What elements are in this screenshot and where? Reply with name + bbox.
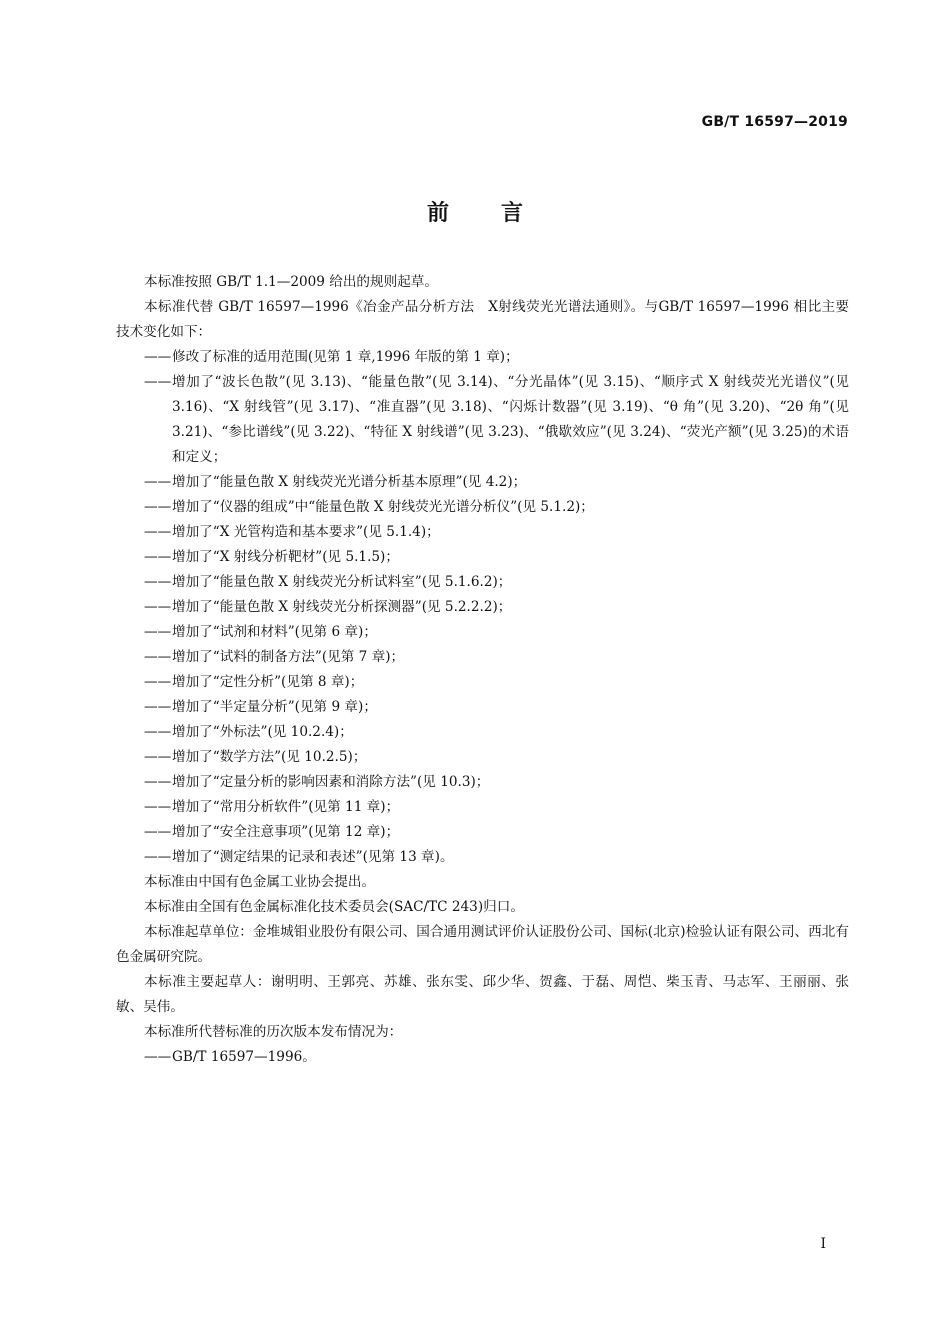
change-item-text: 增加了“安全注意事项”(见第 12 章)； [172,824,400,840]
change-item-text: 增加了“X 射线分析靶材”(见 5.1.5)； [172,549,399,565]
change-item [116,795,849,820]
closing-paragraph: 本标准所代替标准的历次版本发布情况为： [144,1024,403,1040]
document-body [116,270,849,1070]
change-item [116,495,849,520]
change-item-text: 增加了“能量色散 X 射线荧光光谱分析基本原理”(见 4.2)； [172,474,527,490]
change-item-text: 修改了标准的适用范围(见第 1 章,1996 年版的第 1 章)； [172,349,519,365]
change-item [116,745,849,770]
intro-paragraph: 本标准代替 GB/T 16597—1996《冶金产品分析方法 X射线荧光光谱法通则》。与GB/T 16597—1996 相比主要技术变化如下： [116,299,849,340]
change-item-text: 增加了“常用分析软件”(见第 11 章)； [172,799,400,815]
list-dash: —— [144,749,172,765]
change-item-text: 增加了“能量色散 X 射线荧光分析试料室”(见 5.1.6.2)； [172,574,512,590]
change-item-text: 增加了“仪器的组成”中“能量色散 X 射线荧光光谱分析仪”(见 5.1.2)； [172,499,594,515]
change-item [116,770,849,795]
history-list [116,1045,849,1070]
change-item [116,345,849,370]
list-dash: —— [144,599,172,615]
intro-paragraph: 本标准按照 GB/T 1.1—2009 给出的规则起草。 [144,274,438,290]
closing-paragraph: 本标准由中国有色金属工业协会提出。 [144,874,376,890]
change-item [116,845,849,870]
change-item [116,820,849,845]
change-item [116,695,849,720]
list-dash: —— [144,474,172,490]
history-item-text: GB/T 16597—1996。 [172,1049,316,1065]
list-dash: —— [144,349,172,365]
change-item [116,570,849,595]
change-item-text: 增加了“波长色散”(见 3.13)、“能量色散”(见 3.14)、“分光晶体”(见 3.15)、“顺序式 X 射线荧光光谱仪”(见 3.16)、“X 射线管”(见 3.17)、“准直器”(见 3.18)、“闪烁计数器”(见 3.19)、“θ 角”(见 3.20)、“2θ 角”(见 3.21)、“参比谱线”(见 3.22)、“特征 X 射线谱”(见 3.23)、“俄歇效应”(见 3.24)、“荧光产额”(见 3.25)的术语和定义； [172,374,849,465]
change-item-text: 增加了“定性分析”(见第 8 章)； [172,674,364,690]
change-item-text: 增加了“X 光管构造和基本要求”(见 5.1.4)； [172,524,440,540]
closing-paragraph: 本标准起草单位：金堆城钼业股份有限公司、国合通用测试评价认证股份公司、国标(北京)检验认证有限公司、西北有色金属研究院。 [116,924,849,965]
change-item [116,520,849,545]
change-item [116,370,849,470]
change-item [116,720,849,745]
change-item [116,595,849,620]
list-dash: —— [144,499,172,515]
change-item-text: 增加了“半定量分析”(见第 9 章)； [172,699,377,715]
page-title: 前言 [426,200,575,226]
list-dash: —— [144,574,172,590]
change-item [116,620,849,645]
change-item-text: 增加了“外标法”(见 10.2.4)； [172,724,353,740]
change-list [116,345,849,870]
change-item-text: 增加了“试剂和材料”(见第 6 章)； [172,624,377,640]
closing-paragraph: 本标准由全国有色金属标准化技术委员会(SAC/TC 243)归口。 [144,899,524,915]
list-dash: —— [144,824,172,840]
list-dash: —— [144,524,172,540]
page-number: I [820,1236,826,1252]
change-item [116,645,849,670]
list-dash: —— [144,374,172,390]
standard-code: GB/T 16597—2019 [701,114,848,130]
list-dash: —— [144,724,172,740]
change-item-text: 增加了“定量分析的影响因素和消除方法”(见 10.3)； [172,774,490,790]
list-dash: —— [144,649,172,665]
closing-paragraph: 本标准主要起草人：谢明明、王郭亮、苏雄、张东雯、邱少华、贺鑫、于磊、周恺、柴玉青、马志军、王丽丽、张敏、吴伟。 [116,974,849,1015]
list-dash: —— [144,799,172,815]
change-item-text: 增加了“测定结果的记录和表述”(见第 13 章)。 [172,849,454,865]
list-dash: —— [144,674,172,690]
list-dash: —— [144,774,172,790]
history-item [116,1045,849,1070]
change-item [116,470,849,495]
change-item [116,670,849,695]
change-item-text: 增加了“试料的制备方法”(见第 7 章)； [172,649,405,665]
list-dash: —— [144,624,172,640]
change-item-text: 增加了“数学方法”(见 10.2.5)； [172,749,367,765]
list-dash: —— [144,699,172,715]
list-dash: —— [144,849,172,865]
list-dash: —— [144,549,172,565]
list-dash: —— [144,1049,172,1065]
change-item-text: 增加了“能量色散 X 射线荧光分析探测器”(见 5.2.2.2)； [172,599,512,615]
change-item [116,545,849,570]
